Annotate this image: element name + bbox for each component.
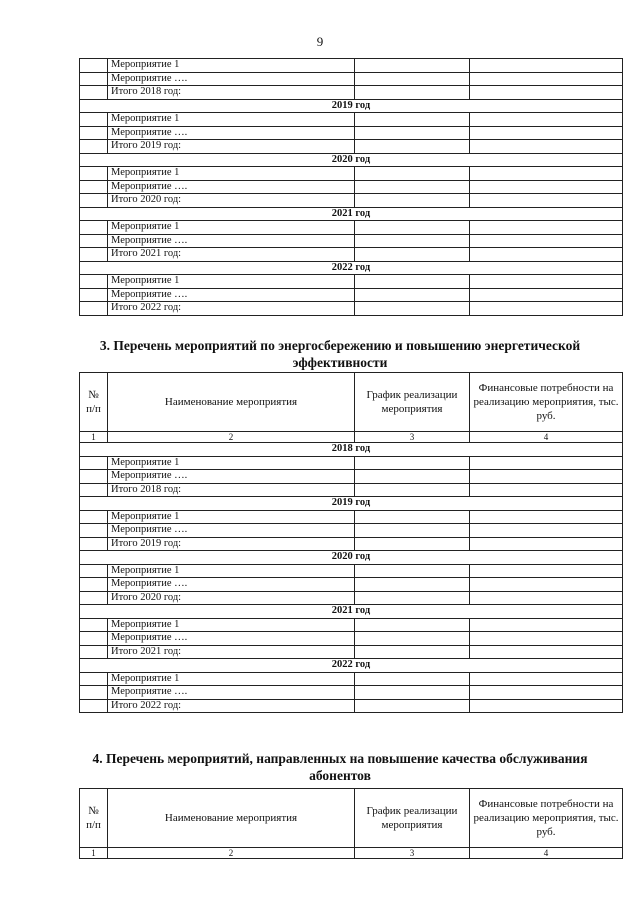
year-label: 2019 год [80,99,623,113]
section4-table [79,788,623,859]
event-name: Мероприятие …. [108,126,355,140]
total-label: Итого 2018 год: [108,483,355,497]
empty-cell [80,221,108,235]
year-label: 2020 год [80,153,623,167]
empty-cell [80,524,108,538]
empty-cell [355,537,470,551]
empty-cell [355,126,470,140]
empty-cell [355,699,470,713]
empty-cell [355,470,470,484]
empty-cell [355,113,470,127]
year-row [80,551,623,565]
table-header-row [80,789,623,848]
table-row [80,456,623,470]
empty-cell [470,672,623,686]
year-label: 2021 год [80,605,623,619]
event-name: Мероприятие 1 [108,672,355,686]
year-label: 2022 год [80,659,623,673]
year-label: 2019 год [80,497,623,511]
col-number: 4 [470,432,623,443]
empty-cell [355,72,470,86]
empty-cell [355,686,470,700]
total-row [80,699,623,713]
total-label: Итого 2022 год: [108,302,355,316]
event-name: Мероприятие …. [108,578,355,592]
col-number: 1 [80,432,108,443]
empty-cell [80,618,108,632]
empty-cell [470,483,623,497]
empty-cell [470,524,623,538]
total-row [80,483,623,497]
event-name: Мероприятие …. [108,524,355,538]
table-row [80,618,623,632]
empty-cell [80,578,108,592]
empty-cell [470,72,623,86]
empty-cell [355,302,470,316]
empty-cell [470,275,623,289]
table-row [80,234,623,248]
table-row [80,510,623,524]
empty-cell [355,564,470,578]
empty-cell [470,126,623,140]
empty-cell [355,618,470,632]
header-finance: Финансовые потребности на реализацию мероприятия, тыс. руб. [470,789,623,848]
empty-cell [80,699,108,713]
table-row [80,672,623,686]
section3-title: 3. Перечень мероприятий по энергосбережению и повышению энергетической эффективности [99,338,581,370]
empty-cell [80,59,108,73]
empty-cell [470,618,623,632]
empty-cell [355,578,470,592]
empty-cell [80,275,108,289]
empty-cell [355,59,470,73]
total-row [80,140,623,154]
empty-cell [470,456,623,470]
empty-cell [80,288,108,302]
year-row [80,261,623,275]
empty-cell [80,564,108,578]
empty-cell [355,632,470,646]
total-label: Итого 2019 год: [108,140,355,154]
empty-cell [80,113,108,127]
empty-cell [80,126,108,140]
empty-cell [470,686,623,700]
year-row [80,443,623,457]
empty-cell [80,194,108,208]
empty-cell [80,302,108,316]
total-row [80,537,623,551]
col-number: 4 [470,848,623,859]
empty-cell [470,180,623,194]
year-row [80,207,623,221]
empty-cell [470,510,623,524]
section3-table-body [80,373,623,443]
header-number: № п/п [80,789,108,848]
empty-cell [470,564,623,578]
event-name: Мероприятие …. [108,470,355,484]
event-name: Мероприятие 1 [108,456,355,470]
table-row [80,72,623,86]
column-numbers-row [80,432,623,443]
table-row [80,288,623,302]
empty-cell [80,483,108,497]
total-label: Итого 2020 год: [108,194,355,208]
empty-cell [355,524,470,538]
empty-cell [355,591,470,605]
empty-cell [80,510,108,524]
empty-cell [355,275,470,289]
empty-cell [80,248,108,262]
event-name: Мероприятие 1 [108,275,355,289]
empty-cell [80,72,108,86]
empty-cell [470,248,623,262]
top-events-table [79,58,623,316]
total-row [80,86,623,100]
col-number: 3 [355,848,470,859]
empty-cell [80,140,108,154]
table-row [80,221,623,235]
table-row [80,578,623,592]
year-label: 2022 год [80,261,623,275]
event-name: Мероприятие …. [108,180,355,194]
total-row [80,302,623,316]
empty-cell [80,470,108,484]
event-name: Мероприятие …. [108,72,355,86]
empty-cell [470,470,623,484]
empty-cell [470,113,623,127]
empty-cell [470,234,623,248]
header-name: Наименование мероприятия [108,373,355,432]
total-row [80,591,623,605]
section4-title: 4. Перечень мероприятий, направленных на повышение качества обслуживания абонентов [92,751,588,783]
year-label: 2021 год [80,207,623,221]
empty-cell [470,221,623,235]
empty-cell [80,234,108,248]
event-name: Мероприятие 1 [108,59,355,73]
empty-cell [80,645,108,659]
empty-cell [355,510,470,524]
empty-cell [80,686,108,700]
table-row [80,632,623,646]
year-row [80,605,623,619]
table-row [80,686,623,700]
empty-cell [355,234,470,248]
event-name: Мероприятие …. [108,632,355,646]
header-schedule: График реализации мероприятия [355,373,470,432]
year-row [80,99,623,113]
header-name: Наименование мероприятия [108,789,355,848]
top-table-body [80,59,623,316]
empty-cell [470,591,623,605]
table-row [80,126,623,140]
event-name: Мероприятие …. [108,288,355,302]
empty-cell [355,288,470,302]
event-name: Мероприятие 1 [108,618,355,632]
empty-cell [355,483,470,497]
event-name: Мероприятие 1 [108,167,355,181]
col-number: 1 [80,848,108,859]
header-finance: Финансовые потребности на реализацию мероприятия, тыс. руб. [470,373,623,432]
empty-cell [355,167,470,181]
empty-cell [355,180,470,194]
event-name: Мероприятие …. [108,234,355,248]
empty-cell [470,194,623,208]
empty-cell [355,140,470,154]
empty-cell [470,59,623,73]
total-label: Итого 2021 год: [108,645,355,659]
empty-cell [355,221,470,235]
empty-cell [80,632,108,646]
total-row [80,645,623,659]
section3-rows [80,443,623,713]
empty-cell [355,672,470,686]
event-name: Мероприятие 1 [108,113,355,127]
col-number: 2 [108,432,355,443]
empty-cell [470,537,623,551]
empty-cell [355,194,470,208]
table-row [80,167,623,181]
empty-cell [80,591,108,605]
empty-cell [80,167,108,181]
table-row [80,470,623,484]
table-row [80,59,623,73]
empty-cell [470,167,623,181]
year-label: 2018 год [80,443,623,457]
total-row [80,248,623,262]
total-label: Итого 2022 год: [108,699,355,713]
empty-cell [355,645,470,659]
table-row [80,564,623,578]
event-name: Мероприятие …. [108,686,355,700]
table-row [80,113,623,127]
empty-cell [470,699,623,713]
column-numbers-row [80,848,623,859]
header-number: № п/п [80,373,108,432]
event-name: Мероприятие 1 [108,221,355,235]
empty-cell [80,86,108,100]
empty-cell [470,645,623,659]
empty-cell [470,632,623,646]
empty-cell [470,86,623,100]
empty-cell [355,86,470,100]
empty-cell [80,180,108,194]
total-row [80,194,623,208]
section3-table [79,372,623,713]
year-row [80,497,623,511]
table-header-row [80,373,623,432]
empty-cell [80,672,108,686]
total-label: Итого 2019 год: [108,537,355,551]
year-row [80,153,623,167]
table-row [80,524,623,538]
total-label: Итого 2020 год: [108,591,355,605]
table-row [80,275,623,289]
total-label: Итого 2018 год: [108,86,355,100]
empty-cell [355,248,470,262]
empty-cell [470,140,623,154]
empty-cell [355,456,470,470]
page-number: 9 [316,34,324,49]
table-row [80,180,623,194]
year-label: 2020 год [80,551,623,565]
col-number: 2 [108,848,355,859]
event-name: Мероприятие 1 [108,510,355,524]
empty-cell [80,537,108,551]
total-label: Итого 2021 год: [108,248,355,262]
col-number: 3 [355,432,470,443]
year-row [80,659,623,673]
header-schedule: График реализации мероприятия [355,789,470,848]
empty-cell [470,288,623,302]
empty-cell [80,456,108,470]
empty-cell [470,302,623,316]
event-name: Мероприятие 1 [108,564,355,578]
empty-cell [470,578,623,592]
section4-table-body [80,789,623,859]
